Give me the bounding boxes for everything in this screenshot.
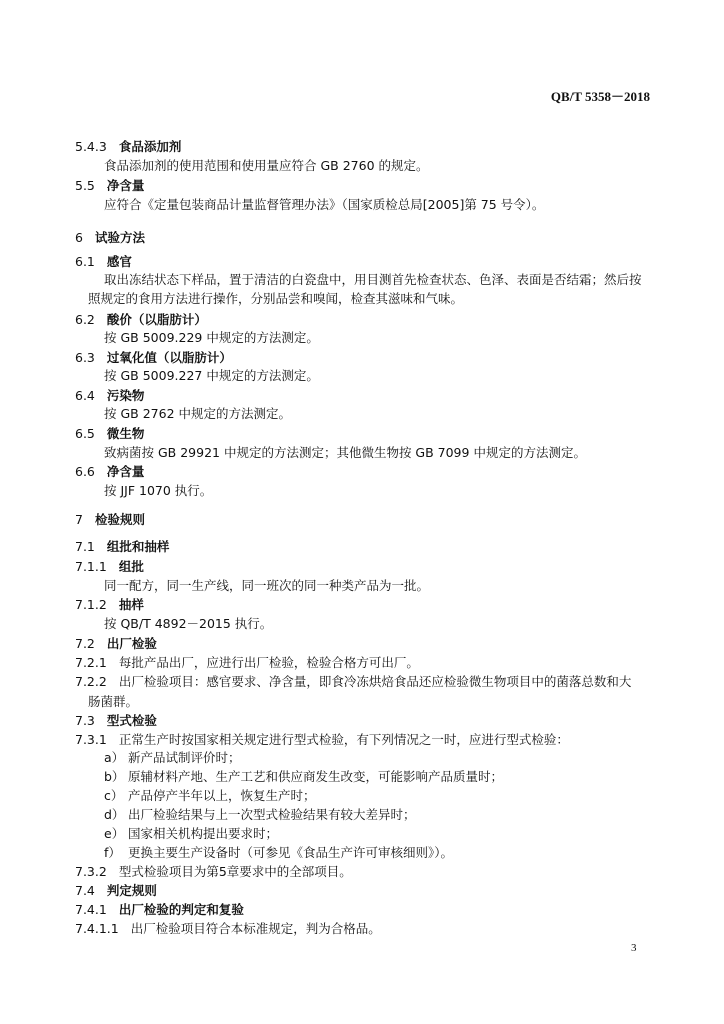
section-title: 出厂检验的判定和复验 [118,902,244,917]
section-heading [75,541,169,554]
section-number: 7.2.2 [75,674,107,689]
section-number: 7.2.1 [75,655,107,670]
clause-text: 型式检验项目为第5章要求中的全部项目。 [118,864,352,879]
section-heading [75,904,244,917]
section-number: 7.4.1.1 [75,921,119,936]
section-heading [75,923,381,936]
section-number: 7.2 [75,636,95,651]
list-item [104,771,503,784]
section-title: 污染物 [106,388,145,403]
section-number: 7.1.1 [75,559,107,574]
section-number: 6.3 [75,350,95,365]
section-heading [75,232,145,245]
section-title: 过氧化值（以脂肪计） [106,350,232,365]
paragraph-line: 按 JJF 1070 执行。 [104,483,213,498]
section-heading [75,715,157,728]
paragraph-line: 取出冻结状态下样品，置于清洁的白瓷盘中，用目测首先检查状态、色泽、表面是否结霜；然后按 [104,272,642,287]
paragraph-line: 按 QB/T 4892－2015 执行。 [104,616,273,631]
section-number: 6.6 [75,464,95,479]
section-title: 试验方法 [94,230,145,245]
section-heading [75,352,232,365]
section-heading [75,514,145,527]
section-heading [75,657,419,670]
section-number: 7.1 [75,539,95,554]
section-heading [75,885,157,898]
section-number: 6.4 [75,388,95,403]
section-heading [75,561,144,574]
standard-code: QB/T 5358－2018 [550,89,650,104]
section-heading [75,466,144,479]
paragraph-line: 按 GB 5009.227 中规定的方法测定。 [104,368,319,383]
section-title: 微生物 [106,426,145,441]
list-label: e） [104,826,125,841]
paragraph-line: 按 GB 2762 中规定的方法测定。 [104,406,291,421]
section-number: 7.3.2 [75,864,107,879]
section-number: 5.4.3 [75,139,107,154]
section-number: 7.3.1 [75,732,107,747]
list-label: a） [104,750,125,765]
list-item [104,752,241,765]
section-title: 出厂检验 [106,636,157,651]
paragraph-line: 肠菌群。 [88,694,139,709]
section-heading [75,256,132,269]
section-title: 组批 [118,559,144,574]
list-item [104,847,453,860]
section-heading [75,638,157,651]
section-title: 检验规则 [94,512,145,527]
list-item [104,828,278,841]
list-label: d） [104,807,125,822]
section-heading [75,734,569,747]
list-text: 出厂检验结果与上一次型式检验结果有较大差异时； [128,807,416,822]
section-title: 抽样 [118,597,144,612]
clause-text: 正常生产时按国家相关规定进行型式检验，有下列情况之一时，应进行型式检验： [118,732,569,747]
section-number: 7.4 [75,883,95,898]
section-title: 感官 [106,254,132,269]
list-text: 原辅材料产地、生产工艺和供应商发生改变，可能影响产品质量时； [128,769,504,784]
clause-text: 每批产品出厂，应进行出厂检验，检验合格方可出厂。 [118,655,419,670]
section-number: 6.1 [75,254,95,269]
page-number: 3 [631,942,637,954]
section-number: 5.5 [75,178,95,193]
paragraph-line: 同一配方，同一生产线，同一班次的同一种类产品为一批。 [104,578,430,593]
list-text: 国家相关机构提出要求时； [128,826,279,841]
section-heading [75,390,144,403]
section-number: 6.2 [75,312,95,327]
section-heading [75,428,144,441]
section-title: 酸价（以脂肪计） [106,312,207,327]
section-title: 食品添加剂 [118,139,182,154]
list-item [104,809,416,822]
section-heading [75,599,144,612]
section-heading [75,180,144,193]
section-heading [75,866,352,879]
paragraph-line: 应符合《定量包装商品计量监督管理办法》（国家质检总局[2005]第 75 号令）。 [104,197,545,212]
section-title: 组批和抽样 [106,539,170,554]
list-label: c） [104,788,124,803]
section-title: 净含量 [106,178,145,193]
list-label: b） [104,769,125,784]
section-number: 7 [75,512,83,527]
section-title: 净含量 [106,464,145,479]
paragraph-line: 食品添加剂的使用范围和使用量应符合 GB 2760 的规定。 [104,158,429,173]
section-title: 判定规则 [106,883,157,898]
section-heading [75,676,631,689]
list-text: 产品停产半年以上，恢复生产时； [128,788,316,803]
section-title: 型式检验 [106,713,157,728]
paragraph-line: 致病菌按 GB 29921 中规定的方法测定；其他微生物按 GB 7099 中规定的方法测定。 [104,445,586,460]
list-item [104,790,316,803]
list-label: f） [104,845,121,860]
paragraph-line: 按 GB 5009.229 中规定的方法测定。 [104,330,319,345]
section-number: 7.3 [75,713,95,728]
clause-text: 出厂检验项目：感官要求、净含量，即食冷冻烘焙食品还应检验微生物项目中的菌落总数和大 [118,674,632,689]
paragraph-line: 照规定的食用方法进行操作，分别品尝和嗅闻，检查其滋味和气味。 [88,291,464,306]
list-text: 更换主要生产设备时（可参见《食品生产许可审核细则》）。 [128,845,454,860]
clause-text: 出厂检验项目符合本标准规定，判为合格品。 [130,921,381,936]
section-number: 7.4.1 [75,902,107,917]
section-number: 6.5 [75,426,95,441]
section-number: 7.1.2 [75,597,107,612]
section-number: 6 [75,230,83,245]
section-heading [75,141,181,154]
section-heading [75,314,207,327]
list-text: 新产品试制评价时； [128,750,241,765]
